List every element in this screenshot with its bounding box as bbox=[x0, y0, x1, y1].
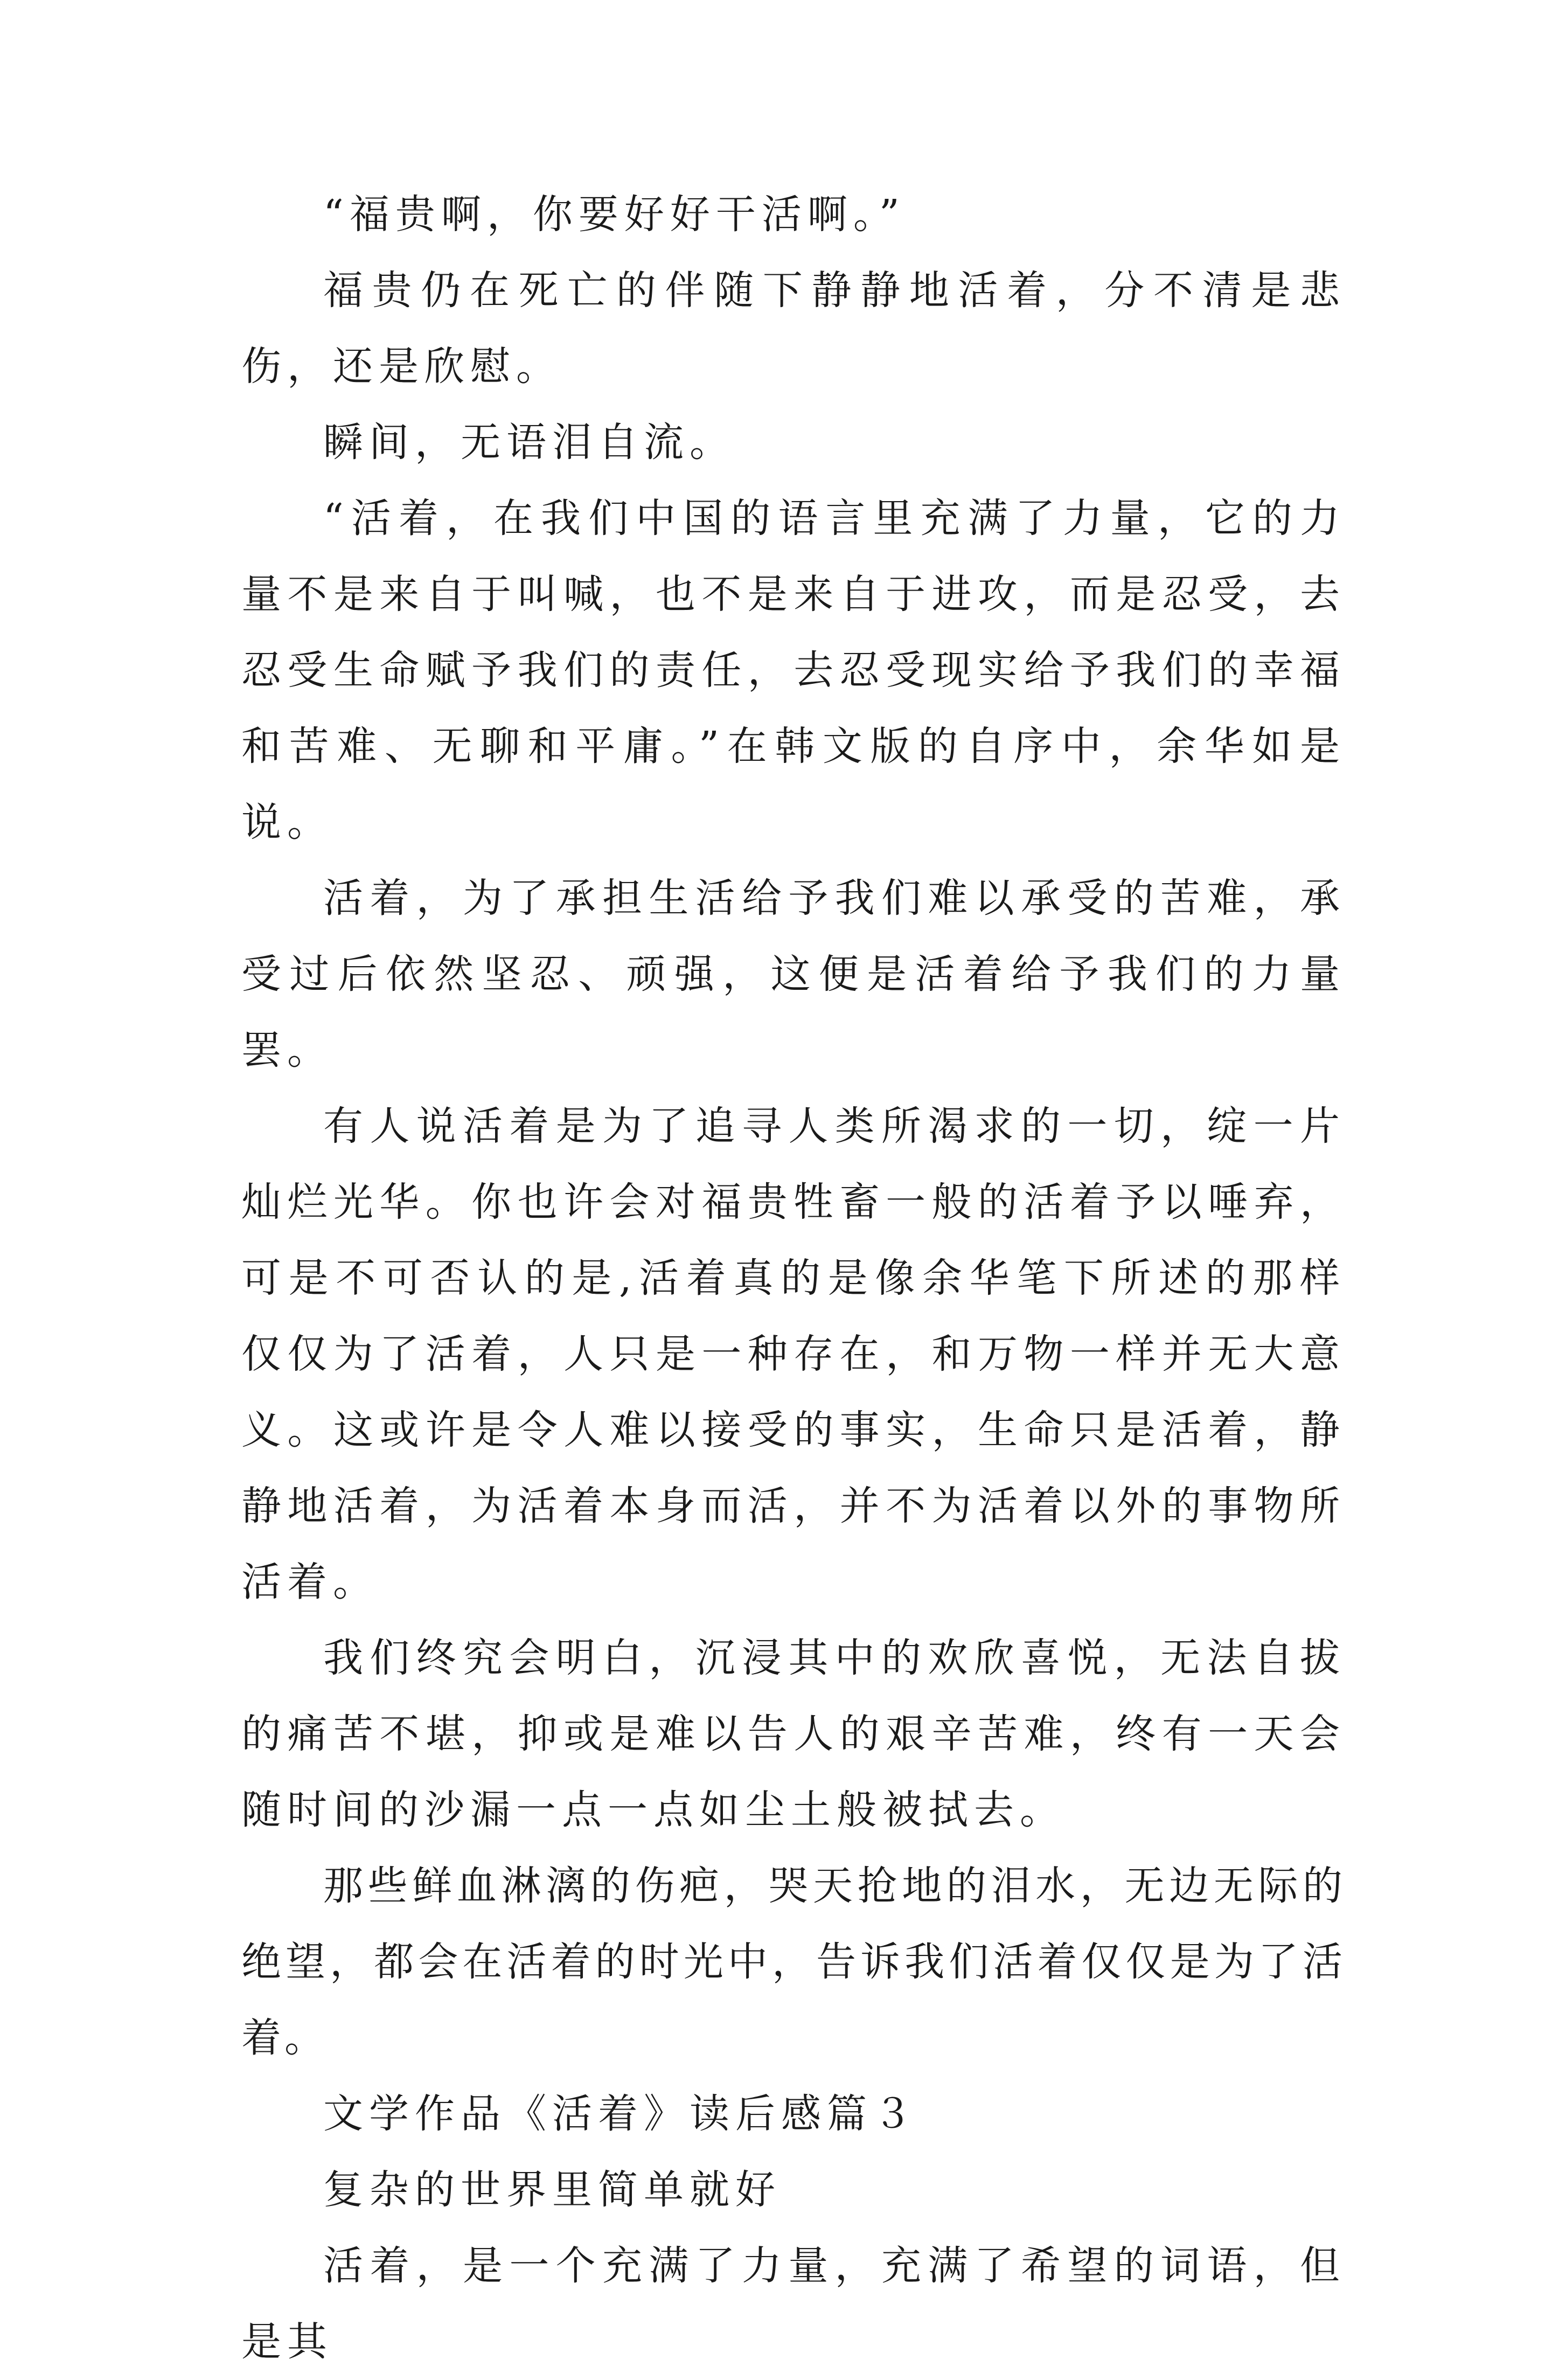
paragraph-living-hope: 活着，是一个充满了力量，充满了希望的词语，但是其 bbox=[241, 2243, 1346, 2365]
paragraph-tears: 瞬间，无语泪自流。 bbox=[323, 419, 735, 466]
paragraph-scars-and-tears: 那些鲜血淋漓的伤疤，哭天抢地的泪水，无边无际的绝望，都会在活着的时光中，告诉我们活着仅仅是为了活着。 bbox=[241, 1863, 1346, 2061]
section-heading: 文学作品《活着》读后感篇３ bbox=[323, 2091, 918, 2137]
paragraph-meaning-of-living: 有人说活着是为了追寻人类所渴求的一切，绽一片灿烂光华。你也许会对福贵牲畜一般的活着予以唾弃，可是不可否认的是,活着真的是像余华笔下所述的那样仅仅为了活着，人只是一种存在，和万物一样并无大意义。这或许是令人难以接受的事实，生命只是活着，静静地活着，为活着本身而活，并不为活着以外的事物所活着。 bbox=[241, 1103, 1346, 1605]
paragraph-quote-fugui: “福贵啊，你要好好干活啊。” bbox=[323, 191, 906, 238]
paragraph-yuhua-quote: “活着，在我们中国的语言里充满了力量，它的力量不是来自于叫喊，也不是来自于进攻，而是忍受，去忍受生命赋予我们的责任，去忍受现实给予我们的幸福和苦难、无聊和平庸。”在韩文版的自序中，余华如是说。 bbox=[241, 495, 1346, 845]
paragraph-fugui-living: 福贵仍在死亡的伴随下静静地活着，分不清是悲伤，还是欣慰。 bbox=[241, 267, 1346, 390]
section-subtitle: 复杂的世界里简单就好 bbox=[323, 2167, 781, 2213]
document-body bbox=[241, 177, 1346, 2380]
paragraph-time-erases: 我们终究会明白，沉浸其中的欢欣喜悦，无法自拔的痛苦不堪，抑或是难以告人的艰辛苦难，终有一天会随时间的沙漏一点一点如尘土般被拭去。 bbox=[241, 1635, 1346, 1833]
paragraph-bearing-suffering: 活着，为了承担生活给予我们难以承受的苦难，承受过后依然坚忍、顽强，这便是活着给予我们的力量罢。 bbox=[241, 875, 1346, 1073]
